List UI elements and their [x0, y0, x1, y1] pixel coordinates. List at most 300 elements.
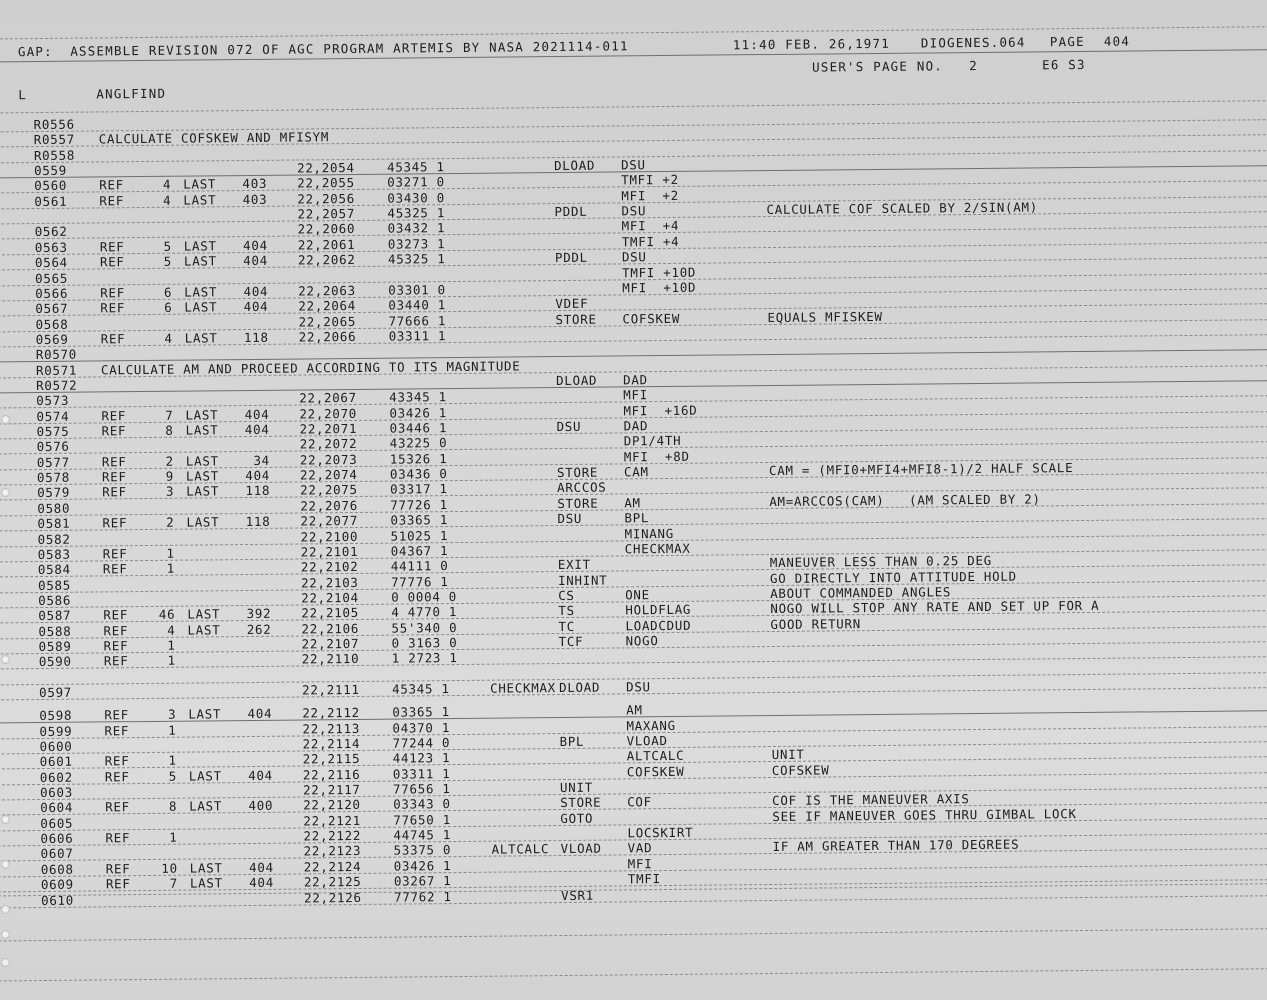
ref-count: 4	[162, 177, 172, 193]
last-keyword: LAST	[186, 483, 220, 500]
ref-keyword: REF	[104, 768, 130, 785]
ref-keyword: REF	[105, 799, 130, 815]
address: 22,2121	[303, 812, 361, 829]
last-page: 404	[249, 874, 274, 891]
opcode: PDDL	[554, 203, 588, 220]
address: 22,2126	[303, 889, 362, 906]
last-page: 404	[244, 421, 270, 438]
address: 22,2117	[302, 781, 361, 798]
page-label: PAGE	[1049, 33, 1085, 50]
opcode: STORE	[557, 495, 599, 511]
opcode: DLOAD	[553, 157, 596, 174]
last-page: 118	[243, 329, 269, 345]
ref-count: 1	[168, 722, 177, 738]
line-number: 0582	[37, 531, 71, 547]
ref-keyword: REF	[104, 753, 130, 769]
line-number: 0579	[37, 485, 71, 501]
ref-count: 9	[165, 468, 175, 484]
ref-count: 1	[167, 653, 176, 669]
line-number: 0567	[35, 300, 69, 317]
address: 22,2100	[300, 528, 359, 545]
ref-keyword: REF	[102, 545, 128, 562]
last-keyword: LAST	[185, 468, 219, 484]
ref-count: 1	[166, 545, 175, 561]
ref-keyword: REF	[101, 469, 127, 485]
address: 22,2112	[302, 705, 360, 721]
line-number: 0590	[38, 654, 72, 670]
operand: MFI +10D	[622, 279, 697, 296]
page-number: 404	[1103, 33, 1131, 49]
ref-count: 1	[167, 637, 176, 653]
octal-word: 43345 1	[389, 389, 447, 405]
octal-word: 03426 1	[389, 404, 448, 421]
octal-word: 03365 1	[392, 704, 450, 720]
last-keyword: LAST	[187, 606, 221, 622]
address: 22,2072	[299, 436, 358, 452]
octal-word: 44111 0	[390, 558, 449, 574]
octal-word: 0 3163 0	[391, 634, 458, 651]
operand: TMFI	[627, 871, 661, 887]
operand: TMFI +4	[621, 233, 680, 250]
last-page: 404	[243, 299, 269, 315]
octal-word: 03267 1	[393, 873, 452, 889]
last-keyword: LAST	[183, 253, 217, 269]
ref-keyword: REF	[100, 285, 125, 301]
last-page: 262	[246, 621, 272, 637]
opcode: STORE	[556, 464, 599, 481]
opcode: BPL	[559, 733, 585, 750]
line-number: 0564	[34, 254, 68, 271]
section-name: ANGLFIND	[96, 85, 167, 102]
ref-count: 1	[168, 753, 177, 769]
ref-keyword: REF	[100, 331, 126, 347]
ref-count: 4	[163, 192, 172, 208]
octal-word: 03271 0	[387, 174, 445, 191]
line-number: 0566	[35, 285, 69, 301]
ref-keyword: REF	[101, 407, 127, 424]
last-page: 404	[244, 406, 270, 422]
line-number: 0600	[39, 738, 73, 755]
octal-word: 44745 1	[393, 827, 452, 843]
opcode: INHINT	[557, 572, 608, 588]
octal-word: 03446 1	[389, 420, 448, 436]
operand: COFSKEW	[622, 310, 681, 326]
address: 22,2103	[300, 574, 359, 591]
ref-count: 1	[166, 560, 175, 576]
last-page: 34	[253, 452, 270, 468]
ref-keyword: REF	[99, 238, 125, 255]
line-number: 0598	[39, 708, 73, 724]
operand: DAD	[623, 372, 648, 388]
opcode: DSU	[557, 510, 583, 527]
octal-word: 77656 1	[392, 781, 451, 797]
octal-word: 15326 1	[389, 450, 448, 467]
users-page: USER'S PAGE NO. 2	[812, 57, 978, 75]
last-page: 403	[242, 176, 268, 192]
opcode: TC	[558, 618, 575, 634]
last-keyword: LAST	[184, 330, 218, 346]
line-number: R0557	[33, 131, 75, 148]
line-number: R0572	[36, 377, 78, 393]
operand: ONE	[625, 586, 650, 603]
octal-word: 03301 0	[388, 282, 446, 298]
ref-keyword: REF	[102, 561, 128, 577]
octal-word: 03436 0	[389, 466, 448, 482]
operand: DSU	[620, 157, 646, 173]
ref-keyword: REF	[105, 876, 131, 892]
line-number: 0606	[40, 830, 74, 847]
ref-keyword: REF	[100, 300, 126, 316]
last-keyword: LAST	[183, 238, 217, 254]
operand: LOADCDUD	[625, 617, 692, 633]
octal-word: 45325 1	[387, 205, 446, 221]
opcode: PDDL	[554, 249, 588, 266]
operand: COF	[627, 794, 652, 810]
line-number: 0609	[40, 876, 74, 893]
operand: MAXANG	[626, 717, 676, 733]
line-number: 0597	[38, 684, 73, 700]
opcode: EXIT	[557, 556, 591, 573]
address: 22,2074	[299, 467, 358, 483]
feed-hole	[1, 860, 10, 869]
ref-count: 5	[163, 253, 173, 269]
opcode: DLOAD	[558, 679, 601, 695]
last-page: 404	[243, 237, 268, 253]
opcode: STORE	[555, 311, 597, 327]
comment: GOOD RETURN	[770, 615, 861, 632]
line-number: 0601	[39, 754, 73, 770]
line-number: 0584	[37, 561, 71, 578]
address: 22,2077	[300, 513, 359, 529]
ref-keyword: REF	[99, 192, 125, 209]
address: 22,2122	[303, 828, 362, 844]
line-number: R0570	[35, 346, 78, 363]
comment: IF AM GREATER THAN 170 DEGREES	[772, 837, 1020, 855]
line-number: 0573	[36, 393, 70, 409]
address: 22,2057	[297, 206, 356, 222]
line-number: 0581	[37, 515, 71, 532]
comment: EQUALS MFISKEW	[767, 308, 883, 325]
line-number: 0610	[40, 892, 75, 908]
operand: MFI +2	[621, 187, 679, 204]
last-keyword: LAST	[184, 299, 218, 315]
operand: MFI +4	[621, 218, 680, 234]
feed-hole	[1, 958, 10, 967]
operand: ALTCALC	[626, 748, 685, 764]
octal-word: 03317 1	[390, 481, 448, 498]
line-number: 0605	[40, 815, 74, 831]
last-keyword: LAST	[188, 706, 222, 722]
last-keyword: LAST	[189, 875, 223, 891]
address: 22,2061	[297, 236, 356, 253]
operand: VAD	[627, 840, 653, 856]
octal-word: 4 4770 1	[391, 604, 458, 620]
line-number: 0599	[39, 723, 73, 739]
section-prefix: L	[18, 87, 28, 103]
ref-count: 2	[166, 514, 175, 530]
last-keyword: LAST	[184, 284, 218, 300]
ref-keyword: REF	[101, 453, 127, 470]
address: 22,2102	[300, 559, 359, 575]
last-keyword: LAST	[183, 192, 217, 208]
address: 22,2115	[302, 751, 361, 767]
operand: CAM	[623, 464, 649, 480]
octal-word: 1 2723 1	[391, 650, 458, 666]
octal-word: 03430 0	[387, 189, 446, 206]
octal-word: 77726 1	[390, 496, 448, 513]
comment: SEE IF MANEUVER GOES THRU GIMBAL LOCK	[772, 805, 1077, 824]
opcode: CS	[558, 587, 575, 603]
line-number: 0561	[34, 193, 68, 209]
line-number: 0585	[37, 577, 72, 593]
octal-word: 03426 1	[393, 857, 452, 874]
ref-keyword: REF	[103, 653, 129, 669]
ref-count: 1	[169, 829, 178, 845]
octal-word: 53375 0	[393, 842, 452, 859]
last-keyword: LAST	[189, 860, 223, 876]
last-page: 392	[246, 605, 272, 622]
feed-hole	[1, 815, 10, 824]
comment: MANEUVER LESS THAN 0.25 DEG	[769, 552, 993, 571]
last-keyword: LAST	[183, 176, 217, 193]
operand: MINANG	[624, 525, 675, 541]
line-number: 0580	[37, 500, 71, 516]
line-number: R0558	[33, 147, 76, 163]
ref-keyword: REF	[103, 622, 129, 638]
comment: CALCULATE COF SCALED BY 2/SIN(AM)	[766, 199, 1038, 218]
last-page: 404	[243, 283, 269, 299]
last-page: 118	[245, 483, 271, 499]
operand: DAD	[623, 418, 649, 434]
ref-count: 2	[165, 453, 174, 469]
operand: MFI +16D	[623, 402, 698, 419]
rule-line	[0, 968, 1267, 982]
opcode: UNIT	[559, 779, 593, 796]
ref-count: 5	[163, 238, 172, 254]
operand: CHECKMAX	[624, 540, 691, 557]
address: 22,2067	[299, 390, 357, 406]
address: 22,2124	[303, 858, 362, 875]
ref-keyword: REF	[104, 722, 130, 739]
line-number: 0588	[38, 623, 72, 639]
octal-word: 03440 1	[388, 297, 447, 313]
line-number: 0560	[34, 178, 68, 194]
comment: CAM = (MFI0+MFI4+MFI8-1)/2 HALF SCALE	[768, 460, 1074, 479]
operand: AM	[624, 495, 641, 511]
octal-word: 0 0004 0	[391, 588, 458, 605]
last-keyword: LAST	[187, 621, 221, 638]
octal-word: 03273 1	[387, 235, 446, 252]
octal-word: 77244 0	[392, 735, 451, 751]
octal-word: 77650 1	[393, 811, 451, 828]
line-number: 0562	[34, 224, 68, 240]
line-number: 0568	[35, 316, 69, 332]
octal-word: 77666 1	[388, 312, 447, 329]
address: 22,2060	[297, 221, 356, 237]
line-number: 0586	[38, 592, 72, 608]
octal-word: 03432 1	[387, 220, 446, 237]
feed-hole	[1, 488, 10, 497]
ref-count: 3	[165, 484, 175, 500]
run-id: DIOGENES.064	[920, 34, 1026, 51]
line-number: 0607	[40, 846, 74, 862]
line-number: 0559	[33, 162, 68, 179]
timestamp: 11:40 FEB. 26,1971	[732, 35, 891, 53]
operand: LOCSKIRT	[627, 824, 694, 841]
line-number: 0587	[38, 607, 72, 624]
operand: MFI +8D	[623, 448, 690, 465]
octal-word: 04370 1	[392, 719, 451, 736]
address: 22,2056	[297, 190, 356, 207]
operand: AM	[626, 702, 643, 718]
line-number: 0603	[39, 784, 74, 801]
operand: VLOAD	[626, 733, 668, 749]
rule-line	[0, 928, 1267, 942]
last-page: 403	[242, 191, 268, 207]
line-number: 0563	[34, 239, 68, 255]
comment: AM=ARCCOS(CAM) (AM SCALED BY 2)	[769, 491, 1041, 509]
ref-keyword: REF	[102, 484, 127, 500]
ref-count: 7	[165, 407, 174, 423]
line-number: 0577	[36, 454, 70, 470]
ref-count: 4	[167, 622, 176, 638]
comment: ABOUT COMMANDED ANGLES	[770, 584, 952, 601]
operand: BPL	[624, 510, 650, 526]
ref-count: 3	[167, 707, 177, 723]
address: 22,2101	[300, 543, 359, 560]
sheet-code: E6 S3	[1042, 56, 1086, 73]
octal-word: 04367 1	[390, 542, 449, 559]
octal-word: 43225 0	[389, 435, 448, 451]
last-keyword: LAST	[185, 422, 219, 438]
address: 22,2065	[298, 313, 357, 330]
address: 22,2071	[299, 420, 358, 437]
last-page: 400	[248, 798, 274, 814]
line-number: 0608	[40, 861, 74, 877]
comment: COF IS THE MANEUVER AXIS	[772, 791, 970, 809]
ref-keyword: REF	[101, 423, 127, 439]
ref-keyword: REF	[103, 607, 129, 623]
operand: DSU	[621, 203, 647, 219]
octal-word: 44123 1	[392, 750, 451, 767]
ref-keyword: REF	[99, 177, 124, 193]
last-page: 404	[248, 859, 274, 875]
address: 22,2066	[298, 328, 357, 345]
address: 22,2113	[302, 720, 361, 737]
line-number: 0578	[36, 469, 70, 486]
feed-hole	[1, 655, 10, 664]
ref-count: 8	[168, 799, 178, 815]
address: 22,2062	[297, 252, 356, 268]
address: 22,2064	[298, 298, 357, 314]
last-keyword: LAST	[186, 514, 220, 530]
opcode: DSU	[556, 418, 582, 435]
comment: NOGO WILL STOP ANY RATE AND SET UP FOR A	[770, 598, 1100, 617]
line-number: 0576	[36, 439, 70, 455]
feed-hole	[1, 415, 10, 424]
opcode: VLOAD	[560, 841, 602, 857]
operand: COFSKEW	[626, 763, 685, 780]
section-heading: CALCULATE AM AND PROCEED ACCORDING TO ITS MAGNITUDE	[100, 357, 521, 378]
last-keyword: LAST	[188, 767, 222, 784]
address: 22,2120	[303, 797, 361, 813]
operand: MFI	[627, 855, 653, 872]
address: 22,2107	[301, 635, 360, 652]
operand: TMFI +10D	[621, 264, 697, 280]
address: 22,2105	[301, 605, 359, 621]
last-keyword: LAST	[185, 452, 219, 469]
address: 22,2063	[298, 282, 356, 299]
octal-word: 77762 1	[393, 888, 452, 905]
address: 22,2111	[301, 681, 360, 698]
operand: HOLDFLAG	[625, 601, 692, 618]
line-number: 0575	[36, 423, 70, 440]
address: 22,2075	[300, 482, 358, 498]
octal-word: 03311 1	[392, 765, 451, 782]
line-number: 0602	[39, 769, 73, 785]
line-number: 0574	[36, 408, 70, 424]
opcode: ARCCOS	[557, 479, 607, 496]
last-page: 404	[243, 252, 269, 269]
address: 22,2073	[299, 451, 358, 468]
feed-hole	[1, 930, 10, 939]
opcode: GOTO	[560, 810, 594, 826]
octal-word: 45345 1	[386, 159, 445, 175]
ref-keyword: REF	[105, 860, 131, 877]
last-page: 404	[245, 467, 271, 484]
ref-keyword: REF	[99, 254, 125, 270]
octal-word: 03365 1	[390, 512, 449, 528]
address: 22,2125	[303, 874, 362, 890]
ref-count: 4	[164, 330, 173, 346]
address: 22,2114	[302, 735, 361, 752]
comment: GO DIRECTLY INTO ATTITUDE HOLD	[769, 568, 1017, 586]
octal-word: 45325 1	[387, 251, 446, 267]
opcode: VSR1	[560, 887, 595, 903]
last-keyword: LAST	[189, 798, 223, 814]
last-page: 118	[245, 513, 271, 530]
last-keyword: LAST	[185, 406, 219, 423]
operand: MFI	[623, 387, 649, 403]
ref-keyword: REF	[102, 515, 128, 531]
ref-keyword: REF	[105, 830, 131, 846]
address: 22,2076	[300, 497, 358, 514]
ref-count: 5	[168, 768, 177, 784]
opcode: TS	[558, 603, 575, 619]
ref-count: 7	[169, 875, 178, 891]
ref-count: 8	[165, 422, 174, 438]
address: 22,2070	[299, 405, 358, 422]
comment: UNIT	[771, 747, 805, 763]
line-number: 0583	[37, 546, 71, 562]
last-page: 404	[247, 706, 273, 722]
operand: NOGO	[625, 632, 659, 649]
ref-count: 10	[161, 860, 178, 876]
ref-keyword: REF	[103, 638, 129, 654]
opcode: STORE	[560, 795, 602, 811]
octal-word: 03343 0	[393, 796, 451, 813]
operand: TMFI +2	[621, 172, 679, 188]
operand: DSU	[621, 249, 647, 265]
line-number: 0565	[35, 270, 69, 286]
listing-title: GAP: ASSEMBLE REVISION 072 OF AGC PROGRAM ARTEMIS BY NASA 2021114-011	[17, 38, 629, 60]
address: 22,2055	[297, 175, 355, 191]
section-heading: CALCULATE COFSKEW AND MFISYM	[98, 129, 330, 147]
address: 22,2106	[301, 620, 360, 637]
line-number: R0556	[33, 116, 75, 133]
octal-word: 55'340 0	[391, 619, 458, 636]
line-number: 0569	[35, 331, 69, 347]
